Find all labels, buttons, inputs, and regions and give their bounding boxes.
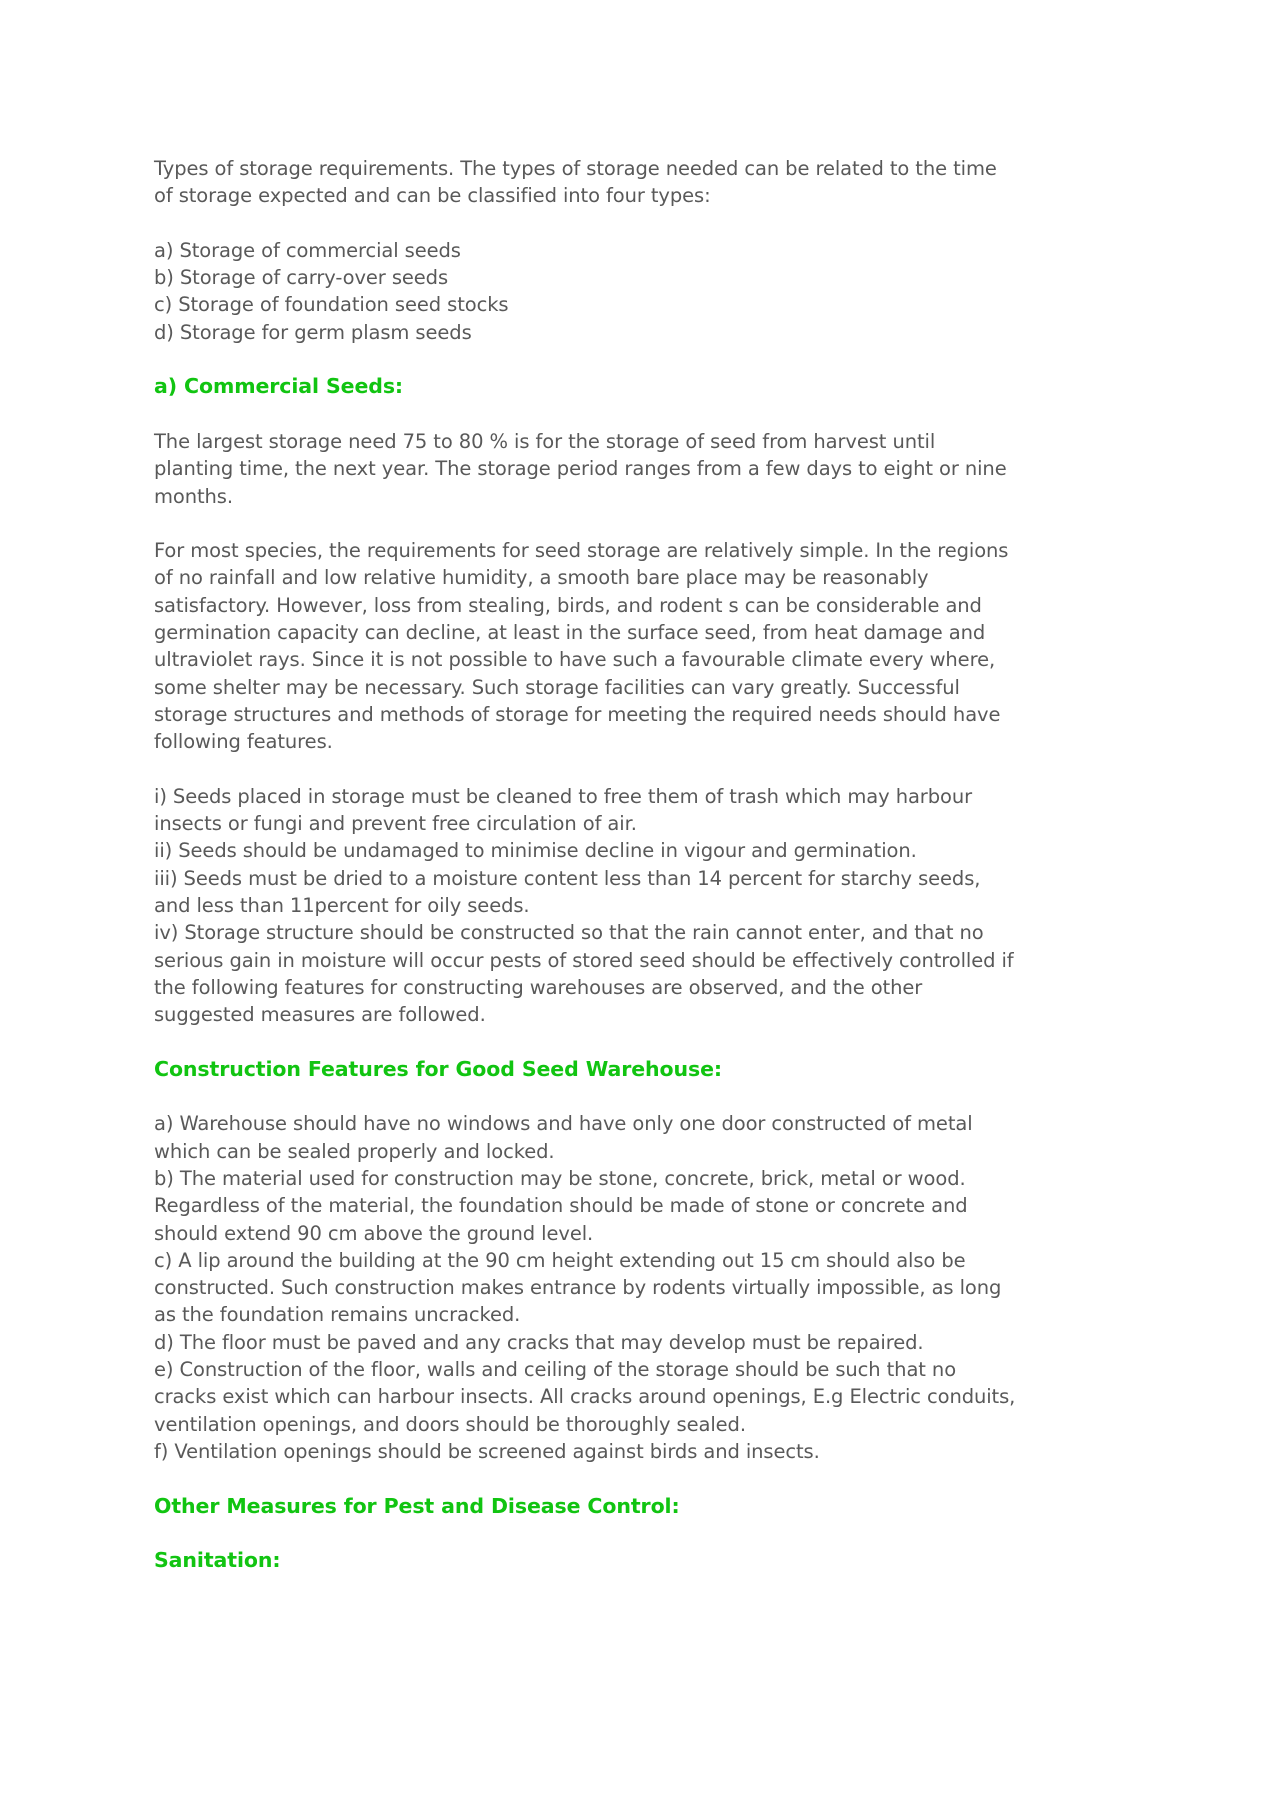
commercial-seeds-heading: a) Commercial Seeds: — [154, 374, 404, 399]
list-item: d) The floor must be paved and any cracks that may develop must be repaired. — [154, 1330, 924, 1354]
storage-features-list — [154, 783, 1154, 1029]
text-line: of storage expected and can be classified into four types: — [154, 184, 711, 208]
list-item: b) The material used for construction may be stone, concrete, brick, metal or wood. — [154, 1166, 966, 1190]
list-item: Regardless of the material, the foundation should be made of stone or concrete and — [154, 1194, 968, 1218]
list-item: c) Storage of foundation seed stocks — [154, 293, 509, 317]
text-line: For most species, the requirements for seed storage are relatively simple. In the regions — [154, 539, 1009, 563]
text-line: germination capacity can decline, at least in the surface seed, from heat damage and — [154, 621, 986, 645]
construction-features-list — [154, 1110, 1154, 1465]
list-item: serious gain in moisture will occur pests of stored seed should be effectively controlled if — [154, 948, 1014, 972]
list-item: i) Seeds placed in storage must be cleaned to free them of trash which may harbour — [154, 784, 973, 808]
list-item: insects or fungi and prevent free circulation of air. — [154, 812, 637, 836]
list-item: a) Storage of commercial seeds — [154, 238, 461, 262]
text-line: storage structures and methods of storage for meeting the required needs should have — [154, 702, 1001, 726]
text-line: following features. — [154, 730, 333, 754]
list-item: as the foundation remains uncracked. — [154, 1303, 521, 1327]
list-item: which can be sealed properly and locked. — [154, 1139, 555, 1163]
list-item: c) A lip around the building at the 90 cm height extending out 15 cm should also be — [154, 1248, 966, 1272]
list-item: e) Construction of the floor, walls and ceiling of the storage should be such that no — [154, 1358, 957, 1382]
text-line: of no rainfall and low relative humidity, a smooth bare place may be reasonably — [154, 566, 929, 590]
document-page — [154, 155, 1154, 1602]
list-item: suggested measures are followed. — [154, 1003, 486, 1027]
other-measures-heading: Other Measures for Pest and Disease Control: — [154, 1493, 680, 1518]
commercial-paragraph-1 — [154, 428, 1154, 510]
list-item: f) Ventilation openings should be screened against birds and insects. — [154, 1439, 820, 1463]
list-item: and less than 11percent for oily seeds. — [154, 894, 530, 918]
text-line: Types of storage requirements. The types of storage needed can be related to the time — [154, 157, 997, 180]
list-item: iii) Seeds must be dried to a moisture content less than 14 percent for starchy seeds, — [154, 866, 981, 890]
text-line: ultraviolet rays. Since it is not possible to have such a favourable climate every where, — [154, 648, 996, 672]
commercial-paragraph-2 — [154, 537, 1154, 755]
text-line: satisfactory. However, loss from stealing, birds, and rodent s can be considerable and — [154, 593, 982, 617]
list-item: cracks exist which can harbour insects. All cracks around openings, E.g Electric conduits, — [154, 1385, 1016, 1409]
list-item: d) Storage for germ plasm seeds — [154, 320, 472, 344]
list-item: ii) Seeds should be undamaged to minimise decline in vigour and germination. — [154, 839, 917, 863]
list-item: ventilation openings, and doors should be thoroughly sealed. — [154, 1412, 746, 1436]
text-line: some shelter may be necessary. Such storage facilities can vary greatly. Successful — [154, 675, 960, 699]
construction-features-heading: Construction Features for Good Seed Warehouse: — [154, 1056, 723, 1081]
storage-types-list — [154, 237, 1154, 346]
intro-paragraph — [154, 155, 1154, 210]
sanitation-heading: Sanitation: — [154, 1548, 281, 1573]
list-item: should extend 90 cm above the ground level. — [154, 1221, 594, 1245]
list-item: constructed. Such construction makes entrance by rodents virtually impossible, as long — [154, 1276, 1002, 1300]
text-line: planting time, the next year. The storage period ranges from a few days to eight or nine — [154, 457, 1007, 481]
list-item: the following features for constructing warehouses are observed, and the other — [154, 975, 923, 999]
list-item: iv) Storage structure should be constructed so that the rain cannot enter, and that no — [154, 921, 984, 945]
list-item: a) Warehouse should have no windows and have only one door constructed of metal — [154, 1112, 973, 1136]
list-item: b) Storage of carry-over seeds — [154, 266, 449, 290]
text-line: months. — [154, 484, 233, 508]
text-line: The largest storage need 75 to 80 % is for the storage of seed from harvest until — [154, 429, 936, 453]
